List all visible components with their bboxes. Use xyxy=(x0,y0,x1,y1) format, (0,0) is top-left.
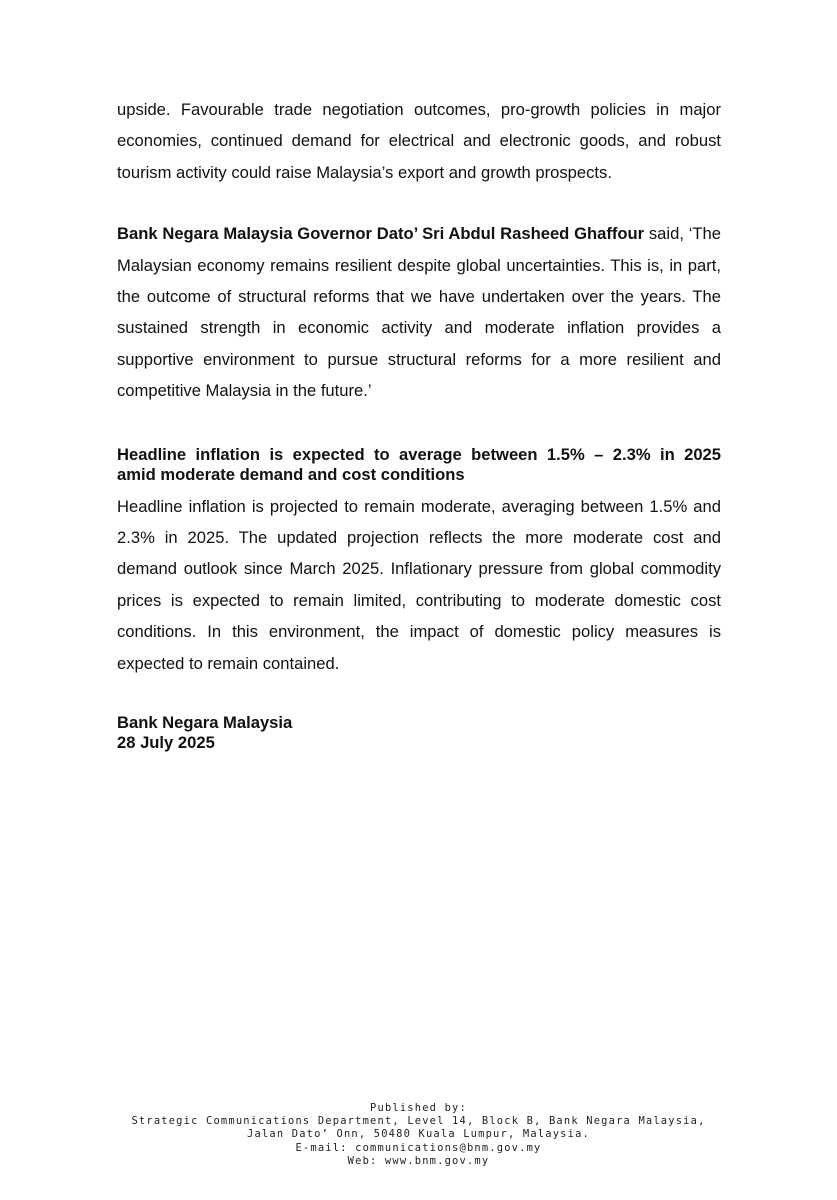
footer-address-line-2: Jalan Dato’ Onn, 50480 Kuala Lumpur, Malaysia. xyxy=(247,1128,590,1141)
footer-email: E-mail: communications@bnm.gov.my xyxy=(295,1141,542,1154)
publisher-footer xyxy=(0,1102,837,1168)
footer-web: Web: www.bnm.gov.my xyxy=(347,1154,490,1167)
signature-organization: Bank Negara Malaysia xyxy=(117,713,293,733)
governor-quote-text: said, ‘The Malaysian economy remains resilient despite global uncertainties. This is, in part, the outcome of structural reforms that we have undertaken over the years. The sustained strength in economic activity and moderate inflation provides a supportive environment to pursue structural reforms for a more resilient and competitive Malaysia in the future.’ xyxy=(117,224,721,401)
footer-published-by: Published by: xyxy=(370,1102,467,1114)
heading-line-2: amid moderate demand and cost conditions xyxy=(117,464,465,484)
paragraph-governor-quote xyxy=(117,218,721,406)
footer-address-line-1: Strategic Communications Department, Level 14, Block B, Bank Negara Malaysia, xyxy=(131,1115,706,1128)
signature-date: 28 July 2025 xyxy=(117,733,215,753)
governor-name: Bank Negara Malaysia Governor Dato’ Sri Abdul Rasheed Ghaffour xyxy=(117,224,645,244)
signature-block xyxy=(117,713,721,753)
paragraph-inflation-outlook: Headline inflation is projected to remain moderate, averaging between 1.5% and 2.3% in 2025. The updated projection reflects the more moderate cost and demand outlook since March 2025. Inflationary pressure from global commodity prices is expected to remain limited, contributing to moderate domestic cost conditions. In this environment, the impact of domestic policy measures is expected to remain contained. xyxy=(117,496,721,673)
document-body xyxy=(117,94,721,753)
heading-line-1: Headline inflation is expected to average between 1.5% – 2.3% in 2025 xyxy=(117,444,721,464)
paragraph-growth-upside: upside. Favourable trade negotiation outcomes, pro-growth policies in major economies, continued demand for electrical and electronic goods, and robust tourism activity could raise Malaysia’s export and growth prospects. xyxy=(117,100,721,182)
section-heading-inflation xyxy=(117,445,721,485)
